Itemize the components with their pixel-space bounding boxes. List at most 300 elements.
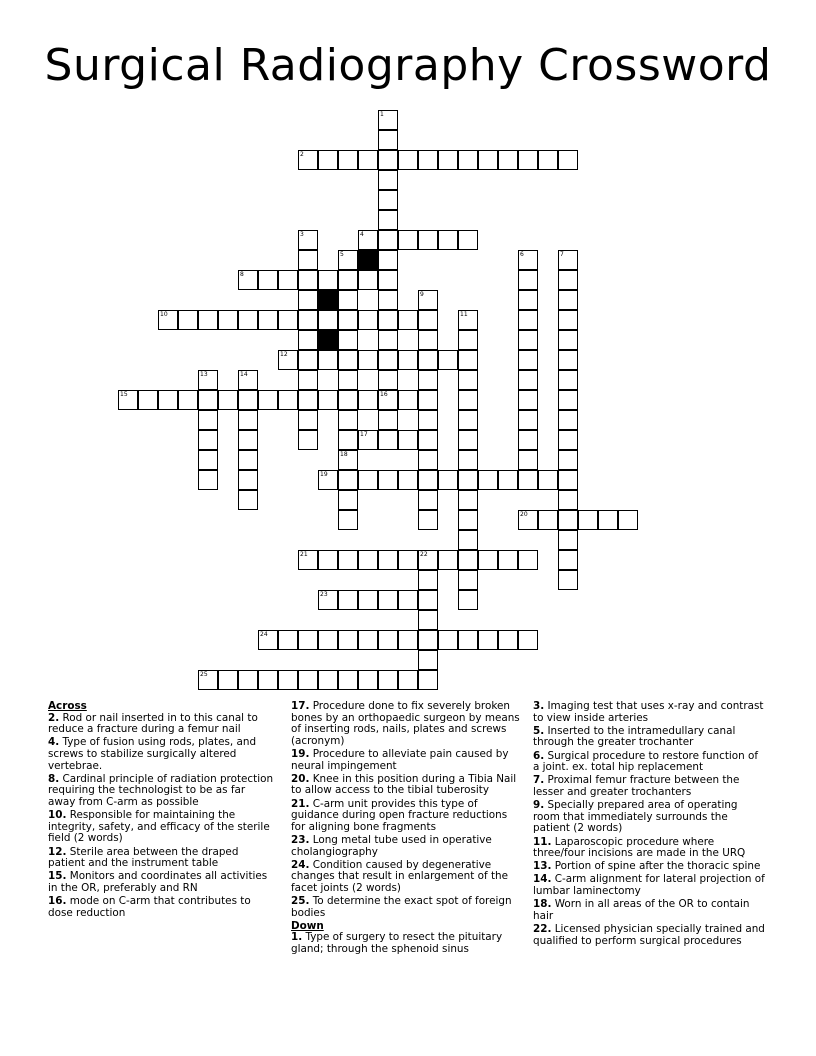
clue-number: 14 <box>240 371 248 378</box>
grid-cell[interactable] <box>358 270 378 290</box>
grid-cell[interactable] <box>418 390 438 410</box>
grid-cell[interactable] <box>418 570 438 590</box>
grid-cell[interactable] <box>338 250 358 270</box>
grid-cell[interactable] <box>558 270 578 290</box>
grid-cell[interactable] <box>378 170 398 190</box>
grid-cell[interactable] <box>238 370 258 390</box>
grid-cell[interactable] <box>358 430 378 450</box>
clue-number: 4 <box>360 231 364 238</box>
grid-cell[interactable] <box>218 670 238 690</box>
grid-cell[interactable] <box>338 330 358 350</box>
clue-number: 11 <box>460 311 468 318</box>
clue <box>533 800 765 835</box>
grid-cell[interactable] <box>358 470 378 490</box>
grid-cell[interactable] <box>338 510 358 530</box>
grid-cell[interactable] <box>378 210 398 230</box>
clue-number: 1 <box>380 111 384 118</box>
grid-cell[interactable] <box>378 310 398 330</box>
grid-cell[interactable] <box>518 370 538 390</box>
grid-cell[interactable] <box>558 530 578 550</box>
grid-cell[interactable] <box>558 370 578 390</box>
clue-text: Procedure to alleviate pain caused by neural impingement <box>291 747 509 772</box>
grid-cell[interactable] <box>358 670 378 690</box>
grid-cell[interactable] <box>518 470 538 490</box>
grid-cell[interactable] <box>278 310 298 330</box>
grid-cell[interactable] <box>358 630 378 650</box>
clue-text: Condition caused by degenerative changes that result in enlargement of the facet joints (2 words) <box>291 858 508 894</box>
grid-cell[interactable] <box>558 470 578 490</box>
grid-cell[interactable] <box>398 550 418 570</box>
grid-cell[interactable] <box>458 470 478 490</box>
grid-cell[interactable] <box>458 530 478 550</box>
grid-cell[interactable] <box>338 490 358 510</box>
clue-number: 9 <box>420 291 424 298</box>
grid-cell[interactable] <box>518 410 538 430</box>
grid-cell[interactable] <box>438 550 458 570</box>
grid-cell[interactable] <box>398 230 418 250</box>
grid-cell[interactable] <box>278 670 298 690</box>
clue-number: 2 <box>300 151 304 158</box>
grid-cell[interactable] <box>418 610 438 630</box>
grid-cell[interactable] <box>338 150 358 170</box>
grid-cell[interactable] <box>338 450 358 470</box>
clue <box>48 847 274 870</box>
grid-cell[interactable] <box>358 350 378 370</box>
clue-column-3 <box>533 701 765 949</box>
clue-label: 7. <box>533 774 545 787</box>
grid-cell[interactable] <box>318 150 338 170</box>
grid-cell[interactable] <box>558 570 578 590</box>
grid-cell[interactable] <box>438 350 458 370</box>
clue-label: 15. <box>48 870 67 883</box>
across-heading: Across <box>48 700 87 712</box>
grid-cell[interactable] <box>558 510 578 530</box>
grid-cell[interactable] <box>338 370 358 390</box>
clue <box>291 774 523 797</box>
grid-cell[interactable] <box>278 630 298 650</box>
grid-cell[interactable] <box>238 490 258 510</box>
grid-cell[interactable] <box>458 450 478 470</box>
grid-cell[interactable] <box>458 370 478 390</box>
grid-cell[interactable] <box>378 550 398 570</box>
grid-cell[interactable] <box>178 390 198 410</box>
grid-cell[interactable] <box>518 250 538 270</box>
grid-cell[interactable] <box>138 390 158 410</box>
grid-cell[interactable] <box>398 590 418 610</box>
grid-cell[interactable] <box>298 390 318 410</box>
clue <box>48 774 274 809</box>
clue-text: To determine the exact spot of foreign bodies <box>291 895 512 919</box>
grid-cell[interactable] <box>198 470 218 490</box>
grid-cell[interactable] <box>378 190 398 210</box>
clue-number: 6 <box>520 251 524 258</box>
grid-cell[interactable] <box>418 330 438 350</box>
clue <box>48 871 274 894</box>
grid-cell[interactable] <box>318 470 338 490</box>
grid-cell[interactable] <box>558 150 578 170</box>
clue-text: Knee in this position during a Tibia Nail to allow access to the tibial tuberosity <box>291 772 517 797</box>
grid-cell[interactable] <box>458 330 478 350</box>
grid-cell[interactable] <box>518 550 538 570</box>
grid-cell[interactable] <box>558 350 578 370</box>
grid-cell[interactable] <box>378 390 398 410</box>
grid-cell[interactable] <box>518 630 538 650</box>
grid-cell[interactable] <box>378 230 398 250</box>
grid-cell[interactable] <box>318 350 338 370</box>
grid-cell[interactable] <box>518 150 538 170</box>
clue-text: Type of surgery to resect the pituitary gland; through the sphenoid sinus <box>291 931 503 956</box>
clue-number: 15 <box>120 391 128 398</box>
grid-cell[interactable] <box>278 350 298 370</box>
grid-cell[interactable] <box>378 670 398 690</box>
clue-text: mode on C-arm that contributes to dose reduction <box>48 895 251 919</box>
clue-text: Imaging test that uses x-ray and contrast to view inside arteries <box>533 700 764 724</box>
grid-cell[interactable] <box>518 290 538 310</box>
clue-label: 16. <box>48 895 67 908</box>
grid-cell[interactable] <box>318 670 338 690</box>
grid-cell[interactable] <box>298 410 318 430</box>
grid-cell[interactable] <box>598 510 618 530</box>
grid-cell[interactable] <box>238 450 258 470</box>
clue <box>533 861 765 873</box>
grid-cell[interactable] <box>498 150 518 170</box>
clue-number: 24 <box>260 631 268 638</box>
grid-cell[interactable] <box>458 630 478 650</box>
grid-cell[interactable] <box>358 590 378 610</box>
grid-cell[interactable] <box>498 550 518 570</box>
grid-cell[interactable] <box>538 510 558 530</box>
clue <box>533 924 765 947</box>
grid-cell[interactable] <box>418 450 438 470</box>
grid-cell[interactable] <box>378 150 398 170</box>
grid-cell[interactable] <box>398 310 418 330</box>
grid-cell[interactable] <box>238 470 258 490</box>
grid-cell[interactable] <box>198 450 218 470</box>
grid-cell[interactable] <box>338 270 358 290</box>
clue <box>48 896 274 919</box>
clue-text: Procedure done to fix severely broken bones by an orthopaedic surgeon by means of inserting rods, nails, plates and screws (acronym) <box>291 700 520 747</box>
clue <box>291 932 523 955</box>
grid-cell[interactable] <box>558 430 578 450</box>
grid-cell[interactable] <box>478 550 498 570</box>
grid-cell[interactable] <box>398 670 418 690</box>
grid-cell[interactable] <box>298 550 318 570</box>
grid-cell[interactable] <box>378 330 398 350</box>
clue-label: 18. <box>533 898 552 911</box>
clue-label: 24. <box>291 858 310 871</box>
grid-cell[interactable] <box>478 150 498 170</box>
grid-cell[interactable] <box>418 630 438 650</box>
clue <box>48 713 274 736</box>
grid-cell[interactable] <box>418 370 438 390</box>
clue-text: Surgical procedure to restore function of a joint. ex. total hip replacement <box>533 749 759 774</box>
clue-label: 21. <box>291 797 310 810</box>
grid-cell[interactable] <box>518 450 538 470</box>
grid-cell[interactable] <box>398 390 418 410</box>
grid-cell[interactable] <box>118 390 138 410</box>
grid-cell[interactable] <box>338 290 358 310</box>
clue-number: 7 <box>560 251 564 258</box>
grid-cell[interactable] <box>378 350 398 370</box>
grid-cell[interactable] <box>318 630 338 650</box>
grid-cell[interactable] <box>238 270 258 290</box>
grid-cell[interactable] <box>298 270 318 290</box>
grid-cell[interactable] <box>338 410 358 430</box>
grid-cell[interactable] <box>418 430 438 450</box>
grid-cell[interactable] <box>458 510 478 530</box>
clue-label: 10. <box>48 809 67 822</box>
clue <box>533 701 765 724</box>
grid-cell[interactable] <box>318 590 338 610</box>
grid-cell[interactable] <box>298 630 318 650</box>
grid-cell[interactable] <box>398 150 418 170</box>
clue-text: Worn in all areas of the OR to contain hair <box>533 898 750 922</box>
grid-cell[interactable] <box>398 430 418 450</box>
clue <box>291 749 523 772</box>
grid-cell[interactable] <box>378 410 398 430</box>
grid-cell[interactable] <box>438 150 458 170</box>
grid-cell[interactable] <box>458 390 478 410</box>
clue-label: 1. <box>291 931 303 944</box>
grid-cell[interactable] <box>378 370 398 390</box>
grid-cell[interactable] <box>338 390 358 410</box>
grid-cell[interactable] <box>558 450 578 470</box>
grid-cell[interactable] <box>298 670 318 690</box>
grid-cell[interactable] <box>398 630 418 650</box>
grid-cell[interactable] <box>298 350 318 370</box>
grid-cell[interactable] <box>418 350 438 370</box>
grid-cell[interactable] <box>258 670 278 690</box>
grid-cell[interactable] <box>478 630 498 650</box>
clue-label: 3. <box>533 700 545 712</box>
grid-cell[interactable] <box>438 630 458 650</box>
clue-label: 9. <box>533 799 545 812</box>
grid-cell[interactable] <box>338 590 358 610</box>
grid-cell[interactable] <box>298 290 318 310</box>
black-cell <box>318 330 338 350</box>
grid-cell[interactable] <box>158 390 178 410</box>
grid-cell[interactable] <box>198 390 218 410</box>
grid-cell[interactable] <box>318 550 338 570</box>
clue <box>291 799 523 834</box>
clue-text: Long metal tube used in operative cholangiography <box>291 833 492 858</box>
grid-cell[interactable] <box>298 330 318 350</box>
grid-cell[interactable] <box>518 390 538 410</box>
grid-cell[interactable] <box>198 430 218 450</box>
grid-cell[interactable] <box>518 430 538 450</box>
grid-cell[interactable] <box>478 470 498 490</box>
grid-cell[interactable] <box>458 230 478 250</box>
grid-cell[interactable] <box>338 310 358 330</box>
grid-cell[interactable] <box>538 150 558 170</box>
clue <box>48 810 274 845</box>
grid-cell[interactable] <box>518 330 538 350</box>
grid-cell[interactable] <box>558 410 578 430</box>
clue-number: 18 <box>340 451 348 458</box>
grid-cell[interactable] <box>258 630 278 650</box>
grid-cell[interactable] <box>238 310 258 330</box>
grid-cell[interactable] <box>558 330 578 350</box>
clue-label: 22. <box>533 923 552 936</box>
grid-cell[interactable] <box>458 590 478 610</box>
grid-cell[interactable] <box>458 430 478 450</box>
grid-cell[interactable] <box>418 650 438 670</box>
grid-cell[interactable] <box>418 470 438 490</box>
grid-cell[interactable] <box>378 270 398 290</box>
clue <box>533 775 765 798</box>
grid-cell[interactable] <box>378 590 398 610</box>
grid-cell[interactable] <box>198 410 218 430</box>
clue <box>48 737 274 772</box>
grid-cell[interactable] <box>298 230 318 250</box>
grid-cell[interactable] <box>458 350 478 370</box>
grid-cell[interactable] <box>258 270 278 290</box>
grid-cell[interactable] <box>298 250 318 270</box>
clue-number: 3 <box>300 231 304 238</box>
grid-cell[interactable] <box>558 250 578 270</box>
clue-text: Portion of spine after the thoracic spine <box>551 860 761 873</box>
grid-cell[interactable] <box>498 470 518 490</box>
clue <box>533 751 765 774</box>
grid-cell[interactable] <box>198 370 218 390</box>
clue-text: Type of fusion using rods, plates, and screws to stabilize surgically altered vertebrae. <box>48 736 257 772</box>
clue-text: Rod or nail inserted in to this canal to reduce a fracture during a femur nail <box>48 711 258 736</box>
grid-cell[interactable] <box>338 550 358 570</box>
grid-cell[interactable] <box>418 290 438 310</box>
grid-cell[interactable] <box>558 310 578 330</box>
clue-number: 12 <box>280 351 288 358</box>
grid-cell[interactable] <box>398 350 418 370</box>
grid-cell[interactable] <box>558 290 578 310</box>
clue-text: Specially prepared area of operating room that immediately surrounds the patient (2 words) <box>533 799 738 835</box>
grid-cell[interactable] <box>438 230 458 250</box>
grid-cell[interactable] <box>218 310 238 330</box>
grid-cell[interactable] <box>238 430 258 450</box>
grid-cell[interactable] <box>278 390 298 410</box>
grid-cell[interactable] <box>218 390 238 410</box>
grid-cell[interactable] <box>338 350 358 370</box>
grid-cell[interactable] <box>578 510 598 530</box>
page-title: Surgical Radiography Crossword <box>44 40 772 91</box>
grid-cell[interactable] <box>238 670 258 690</box>
grid-cell[interactable] <box>618 510 638 530</box>
grid-cell[interactable] <box>178 310 198 330</box>
grid-cell[interactable] <box>238 410 258 430</box>
grid-cell[interactable] <box>378 630 398 650</box>
clue-text: Sterile area between the draped patient and the instrument table <box>48 845 239 870</box>
grid-cell[interactable] <box>338 470 358 490</box>
grid-cell[interactable] <box>418 490 438 510</box>
grid-cell[interactable] <box>418 590 438 610</box>
grid-cell[interactable] <box>498 630 518 650</box>
grid-cell[interactable] <box>518 310 538 330</box>
grid-cell[interactable] <box>318 310 338 330</box>
grid-cell[interactable] <box>238 390 258 410</box>
clue-label: 13. <box>533 860 552 873</box>
grid-cell[interactable] <box>278 270 298 290</box>
clue <box>533 874 765 897</box>
clue-text: Monitors and coordinates all activities in the OR, preferably and RN <box>48 870 268 894</box>
grid-cell[interactable] <box>378 250 398 270</box>
grid-cell[interactable] <box>418 150 438 170</box>
grid-cell[interactable] <box>558 550 578 570</box>
grid-cell[interactable] <box>538 470 558 490</box>
grid-cell[interactable] <box>558 390 578 410</box>
grid-cell[interactable] <box>418 510 438 530</box>
grid-cell[interactable] <box>418 550 438 570</box>
grid-cell[interactable] <box>458 490 478 510</box>
grid-cell[interactable] <box>378 110 398 130</box>
grid-cell[interactable] <box>298 430 318 450</box>
grid-cell[interactable] <box>358 150 378 170</box>
clue-number: 19 <box>320 471 328 478</box>
grid-cell[interactable] <box>418 670 438 690</box>
grid-cell[interactable] <box>298 370 318 390</box>
black-cell <box>318 290 338 310</box>
grid-cell[interactable] <box>298 310 318 330</box>
grid-cell[interactable] <box>518 510 538 530</box>
clue-text: C-arm alignment for lateral projection of lumbar laminectomy <box>533 873 765 898</box>
grid-cell[interactable] <box>358 550 378 570</box>
grid-cell[interactable] <box>338 430 358 450</box>
grid-cell[interactable] <box>298 150 318 170</box>
grid-cell[interactable] <box>418 230 438 250</box>
grid-cell[interactable] <box>518 270 538 290</box>
grid-cell[interactable] <box>458 410 478 430</box>
clue <box>291 835 523 858</box>
grid-cell[interactable] <box>558 490 578 510</box>
grid-cell[interactable] <box>458 310 478 330</box>
grid-cell[interactable] <box>458 550 478 570</box>
grid-cell[interactable] <box>438 470 458 490</box>
clue <box>291 860 523 895</box>
black-cell <box>358 250 378 270</box>
clue-column-1 <box>48 701 274 921</box>
grid-cell[interactable] <box>418 310 438 330</box>
clue-number: 16 <box>380 391 388 398</box>
grid-cell[interactable] <box>518 350 538 370</box>
grid-cell[interactable] <box>158 310 178 330</box>
grid-cell[interactable] <box>378 470 398 490</box>
clue-number: 25 <box>200 671 208 678</box>
grid-cell[interactable] <box>358 230 378 250</box>
grid-cell[interactable] <box>198 310 218 330</box>
grid-cell[interactable] <box>378 130 398 150</box>
grid-cell[interactable] <box>258 390 278 410</box>
down-heading: Down <box>291 919 324 932</box>
grid-cell[interactable] <box>338 670 358 690</box>
grid-cell[interactable] <box>358 390 378 410</box>
grid-cell[interactable] <box>258 310 278 330</box>
clue-text: Licensed physician specially trained and qualified to perform surgical procedures <box>533 923 765 947</box>
grid-cell[interactable] <box>338 630 358 650</box>
clue-label: 2. <box>48 711 60 724</box>
grid-cell[interactable] <box>358 310 378 330</box>
clue-label: 4. <box>48 736 60 749</box>
grid-cell[interactable] <box>378 290 398 310</box>
clue-column-2 <box>291 701 523 957</box>
grid-cell[interactable] <box>378 430 398 450</box>
grid-cell[interactable] <box>418 410 438 430</box>
grid-cell[interactable] <box>458 150 478 170</box>
grid-cell[interactable] <box>318 270 338 290</box>
grid-cell[interactable] <box>318 390 338 410</box>
clue-number: 10 <box>160 311 168 318</box>
grid-cell[interactable] <box>458 570 478 590</box>
clue-number: 21 <box>300 551 308 558</box>
grid-cell[interactable] <box>398 470 418 490</box>
grid-cell[interactable] <box>198 670 218 690</box>
